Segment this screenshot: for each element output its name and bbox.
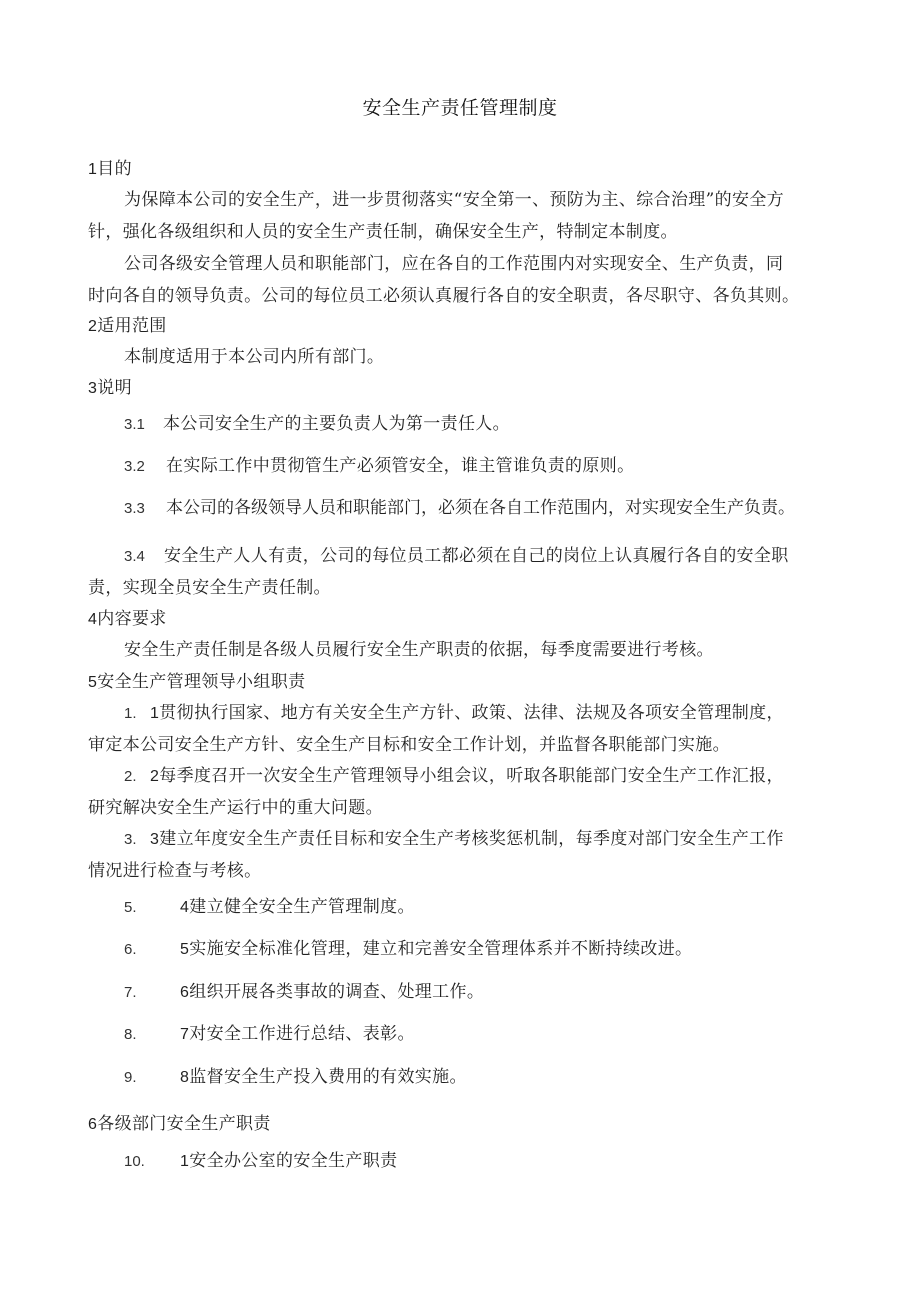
sub-number: 2 — [150, 768, 160, 785]
list-item: 本公司的各级领导人员和职能部门，必须在各自工作范围内，对实现安全生产负责。 — [166, 498, 795, 518]
sub-number: 1 — [150, 705, 160, 722]
list-number: 3.4 — [124, 548, 145, 565]
list-number: 6. — [124, 941, 137, 958]
list-item-continuation: 审定本公司安全生产方针、安全生产目标和安全工作计划，并监督各职能部门实施。 — [88, 735, 730, 755]
section-number: 3 — [88, 380, 98, 397]
paragraph-line: 公司各级安全管理人员和职能部门，应在各自的工作范围内对实现安全、生产负责，同 — [124, 254, 784, 274]
list-item: 2每季度召开一次安全生产管理领导小组会议，听取各职能部门安全生产工作汇报， — [150, 766, 784, 786]
list-number: 7. — [124, 984, 137, 1001]
paragraph-line: 针，强化各级组织和人员的安全生产责任制，确保安全生产，特制定本制度。 — [88, 222, 678, 242]
sub-number: 6 — [180, 984, 190, 1001]
section-heading — [88, 377, 132, 400]
list-number: 2. — [124, 768, 137, 785]
paragraph-line: 安全生产责任制是各级人员履行安全生产职责的依据，每季度需要进行考核。 — [124, 640, 714, 660]
paragraph-line: 为保障本公司的安全生产，进一步贯彻落实“安全第一、预防为主、综合治理”的安全方 — [124, 190, 785, 210]
paragraph-line: 时向各自的领导负责。公司的每位员工必须认真履行各自的安全职责，各尽职守、各负其则。 — [88, 286, 800, 306]
sub-number: 1 — [180, 1153, 190, 1170]
list-item: 7对安全工作进行总结、表彰。 — [180, 1024, 415, 1044]
list-number: 5. — [124, 899, 137, 916]
list-number: 10. — [124, 1153, 145, 1170]
sub-number: 3 — [150, 831, 160, 848]
section-heading — [88, 315, 167, 338]
section-heading — [88, 158, 132, 181]
sub-number: 7 — [180, 1026, 190, 1043]
list-number: 1. — [124, 705, 137, 722]
section-number: 5 — [88, 674, 98, 691]
section-title: 各级部门安全生产职责 — [97, 1114, 271, 1134]
list-item: 在实际工作中贯彻管生产必须管安全，谁主管谁负责的原则。 — [166, 456, 635, 476]
section-heading — [88, 671, 305, 694]
section-number: 4 — [88, 611, 98, 628]
list-item-continuation: 研究解决安全生产运行中的重大问题。 — [88, 798, 383, 818]
list-item: 5实施安全标准化管理，建立和完善安全管理体系并不断持续改进。 — [180, 939, 693, 959]
list-item: 3建立年度安全生产责任目标和安全生产考核奖惩机制，每季度对部门安全生产工作 — [150, 829, 784, 849]
list-number: 9. — [124, 1069, 137, 1086]
list-item: 6组织开展各类事故的调查、处理工作。 — [180, 982, 485, 1002]
section-title: 目的 — [97, 159, 132, 179]
section-number: 2 — [88, 318, 98, 335]
section-title: 内容要求 — [97, 609, 167, 629]
section-number: 6 — [88, 1116, 98, 1133]
list-item: 本公司安全生产的主要负责人为第一责任人。 — [163, 414, 510, 434]
section-heading — [88, 1113, 271, 1136]
list-number: 3.2 — [124, 458, 145, 475]
list-item: 4建立健全安全生产管理制度。 — [180, 897, 415, 917]
section-title: 适用范围 — [97, 316, 167, 336]
section-title: 说明 — [97, 378, 132, 398]
list-item: 1安全办公室的安全生产职责 — [180, 1151, 398, 1171]
list-item: 8监督安全生产投入费用的有效实施。 — [180, 1067, 467, 1087]
section-number: 1 — [88, 161, 98, 178]
list-item: 1贯彻执行国家、地方有关安全生产方针、政策、法律、法规及各项安全管理制度， — [150, 703, 784, 723]
list-item: 安全生产人人有责，公司的每位员工都必须在自己的岗位上认真履行各自的安全职 — [164, 546, 789, 566]
sub-number: 5 — [180, 941, 190, 958]
sub-number: 8 — [180, 1069, 190, 1086]
section-heading — [88, 608, 167, 631]
list-number: 3.3 — [124, 500, 145, 517]
list-item-continuation: 责，实现全员安全生产责任制。 — [88, 578, 331, 598]
list-number: 3. — [124, 831, 137, 848]
sub-number: 4 — [180, 899, 190, 916]
document-title: 安全生产责任管理制度 — [362, 97, 558, 119]
list-number: 3.1 — [124, 416, 145, 433]
section-title: 安全生产管理领导小组职责 — [97, 672, 306, 692]
paragraph-line: 本制度适用于本公司内所有部门。 — [124, 347, 385, 367]
list-item-continuation: 情况进行检查与考核。 — [88, 861, 262, 881]
list-number: 8. — [124, 1026, 137, 1043]
